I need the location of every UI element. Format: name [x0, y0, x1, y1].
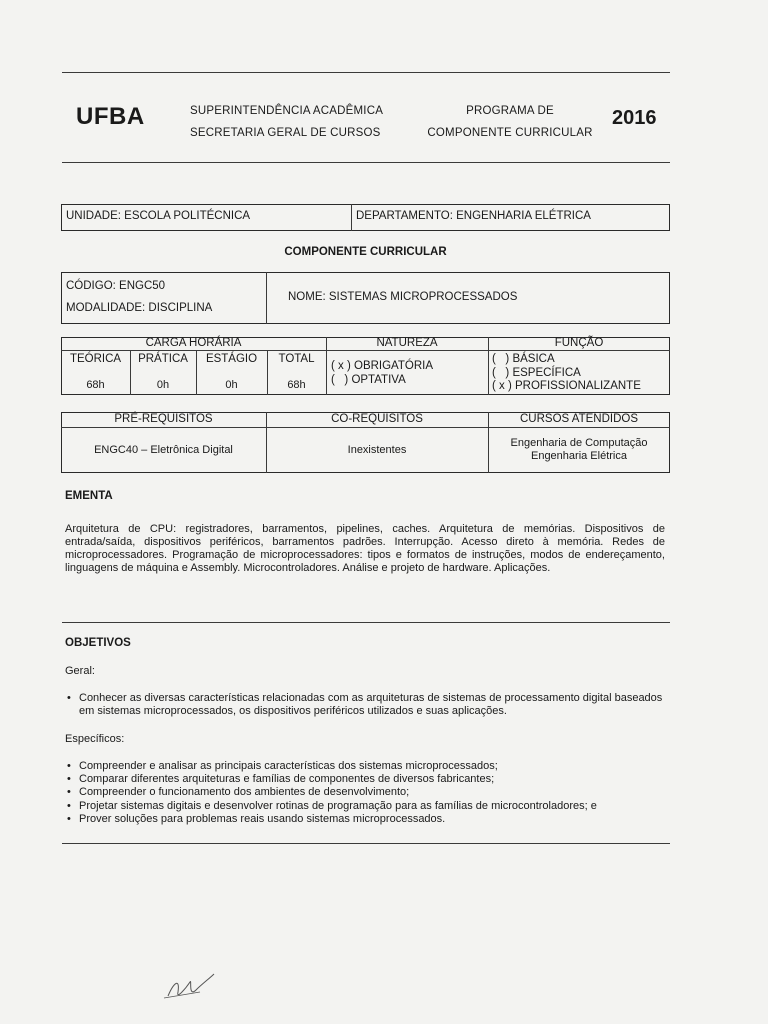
list-item: • Conhecer as diversas características relacionadas com as arquiteturas de sistemas de processamento digital baseados em sistemas microprocessados, os dispositivos periféricos utilizados e suas aplicações.: [79, 692, 679, 718]
pre-requisito-value: ENGC40 – Eletrônica Digital: [94, 444, 233, 456]
doc-line-2: COMPONENTE CURRICULAR: [427, 127, 593, 139]
list-item: • Projetar sistemas digitais e desenvolver rotinas de programação para as famílias de microcontroladores; e: [79, 800, 689, 813]
carga-title: CARGA HORÁRIA: [145, 337, 242, 349]
curso-item: Engenharia Elétrica: [530, 450, 627, 462]
objetivos-title: OBJETIVOS: [65, 637, 131, 649]
especificos-list: [65, 760, 689, 826]
co-requisitos-title: CO-REQUISITOS: [331, 413, 423, 425]
modalidade-field: MODALIDADE: DISCIPLINA: [66, 302, 213, 314]
ementa-bottom-rule: [62, 622, 670, 623]
componente-title: COMPONENTE CURRICULAR: [284, 246, 447, 258]
unidade-field: UNIDADE: ESCOLA POLITÉCNICA: [66, 210, 251, 222]
list-item: • Compreender o funcionamento dos ambientes de desenvolvimento;: [79, 786, 689, 799]
curso-item: Engenharia de Computação: [510, 437, 648, 449]
geral-label: Geral:: [65, 665, 95, 677]
objetivos-bottom-rule: [62, 843, 670, 844]
unit-divider: [351, 204, 352, 231]
natureza-title: NATUREZA: [376, 337, 438, 349]
header-top-rule: [62, 72, 670, 73]
funcao-basica: ( ) BÁSICA: [492, 353, 555, 365]
carga-value-pratica: 0h: [156, 379, 170, 391]
especificos-label: Específicos:: [65, 733, 125, 745]
list-item: • Comparar diferentes arquiteturas e famílias de componentes de diversos fabricantes;: [79, 773, 689, 786]
funcao-especifica: ( ) ESPECÍFICA: [492, 367, 581, 379]
year: 2016: [612, 107, 657, 129]
org-line-2: SECRETARIA GERAL DE CURSOS: [190, 127, 381, 139]
doc-type-block: [410, 100, 610, 144]
geral-list: [65, 692, 679, 718]
org-block: [190, 100, 383, 144]
pre-requisitos-title: PRÉ-REQUISITOS: [114, 413, 213, 425]
org-line-1: SUPERINTENDÊNCIA ACADÊMICA: [190, 105, 384, 117]
cursos-list: [488, 437, 670, 463]
nome-field: NOME: SISTEMAS MICROPROCESSADOS: [288, 291, 518, 303]
natureza-optativa: ( ) OPTATIVA: [331, 374, 406, 386]
carga-header-total: TOTAL: [278, 353, 315, 365]
handwritten-initials: [160, 968, 220, 1008]
header-bottom-rule: [62, 162, 670, 163]
list-item: • Prover soluções para problemas reais usando sistemas microprocessados.: [79, 813, 689, 826]
list-item: • Compreender e analisar as principais características dos sistemas microprocessados;: [79, 760, 689, 773]
carga-header-rule: [61, 350, 670, 351]
ufba-logo: UFBA: [76, 103, 145, 130]
requisitos-header-rule: [61, 427, 670, 428]
ementa-text: Arquitetura de CPU: registradores, barramentos, pipelines, caches. Arquitetura de memórias. Dispositivos de entrada/saída, dispositivos periféricos, barramentos padrões. Interrupção. Acesso direto à memória. Redes de microprocessadores. Programação de microprocessadores: tipos e formatos de instruções, modos de endereçamento, linguagens de máquina e Assembly. Microcontroladores. Análise e projeto de hardware. Aplicações.: [65, 523, 665, 574]
funcao-profissionalizante: ( x ) PROFISSIONALIZANTE: [492, 380, 641, 392]
departamento-field: DEPARTAMENTO: ENGENHARIA ELÉTRICA: [356, 210, 591, 222]
cursos-atendidos-title: CURSOS ATENDIDOS: [520, 413, 638, 425]
co-requisito-value: Inexistentes: [347, 444, 407, 456]
carga-header-pratica: PRÁTICA: [138, 353, 188, 365]
funcao-title: FUNÇÃO: [554, 337, 604, 349]
carga-header-estagio: ESTÁGIO: [205, 353, 258, 365]
ementa-title: EMENTA: [65, 490, 113, 502]
carga-header-teorica: TEÓRICA: [69, 353, 122, 365]
carga-value-estagio: 0h: [225, 379, 238, 391]
natureza-obrigatoria: ( x ) OBRIGATÓRIA: [331, 360, 434, 372]
carga-value-teorica: 68h: [86, 379, 105, 391]
codigo-field: CÓDIGO: ENGC50: [66, 280, 166, 292]
doc-line-1: PROGRAMA DE: [466, 105, 554, 117]
componente-divider: [266, 272, 267, 324]
carga-value-total: 68h: [287, 379, 306, 391]
